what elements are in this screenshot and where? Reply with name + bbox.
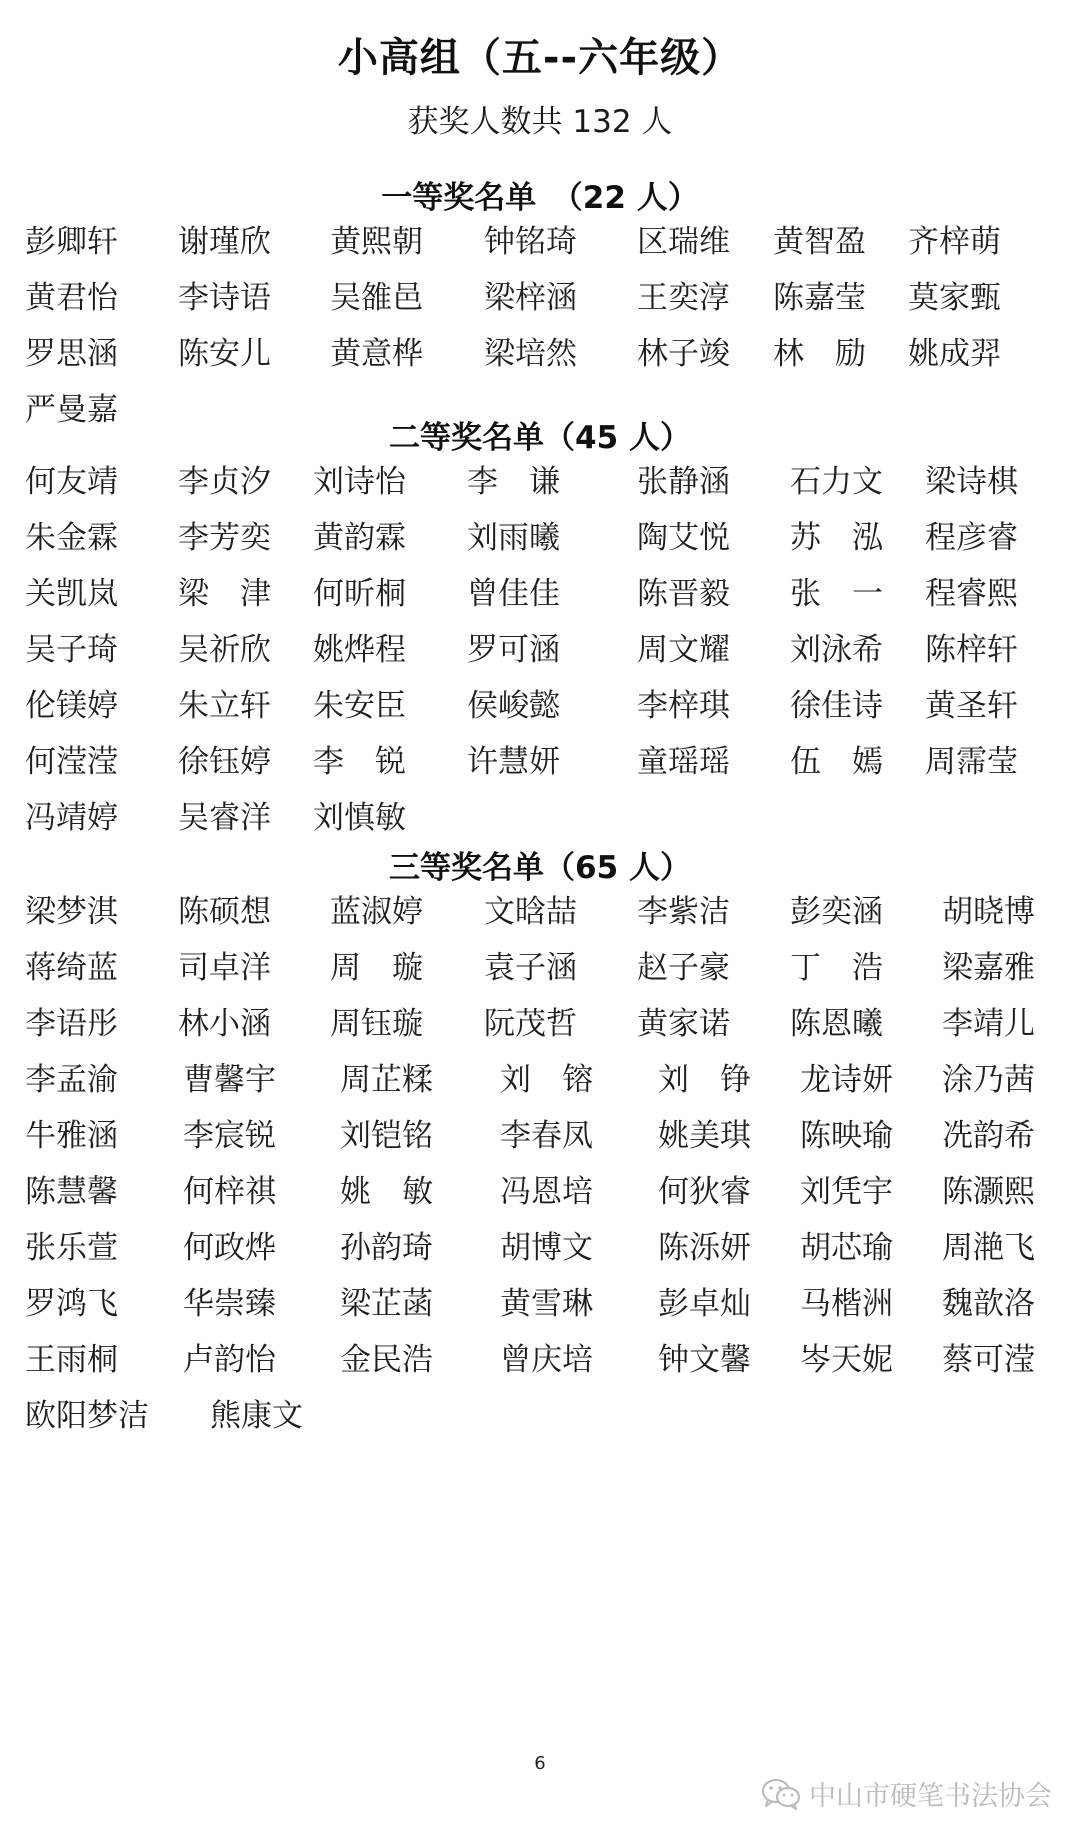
awardee-name: 李孟渝 — [25, 1062, 118, 1098]
name-row — [0, 334, 1080, 384]
awardee-name: 陈嘉莹 — [773, 280, 866, 316]
total-awardees: 获奖人数共 132 人 — [407, 104, 673, 140]
awardee-name: 周 璇 — [330, 950, 423, 986]
awardee-name: 刘凭宇 — [800, 1174, 893, 1210]
awardee-name: 姚成羿 — [908, 336, 1001, 372]
awardee-name: 胡博文 — [500, 1230, 593, 1266]
awardee-name: 孙韵琦 — [340, 1230, 433, 1266]
awardee-name: 徐佳诗 — [790, 688, 883, 724]
awardee-name: 许慧妍 — [467, 744, 560, 780]
name-row — [0, 1004, 1080, 1054]
name-row — [0, 222, 1080, 272]
section-heading: 二等奖名单（45 人） — [389, 420, 691, 456]
awardee-name: 周霈莹 — [925, 744, 1018, 780]
awardee-name: 梁培然 — [484, 336, 577, 372]
awardee-name: 陈梓轩 — [925, 632, 1018, 668]
awardee-name: 朱金霖 — [25, 520, 118, 556]
name-row — [0, 1340, 1080, 1390]
wechat-icon — [761, 1777, 801, 1811]
awardee-name: 周芷糅 — [340, 1062, 433, 1098]
name-row — [0, 1172, 1080, 1222]
awardee-name: 钟铭琦 — [484, 224, 577, 260]
awardee-name: 刘诗怡 — [313, 464, 406, 500]
awardee-name: 金民浩 — [340, 1342, 433, 1378]
awardee-name: 罗可涵 — [467, 632, 560, 668]
awardee-name: 张静涵 — [637, 464, 730, 500]
awardee-name: 童瑶瑶 — [637, 744, 730, 780]
awardee-name: 张乐萱 — [25, 1230, 118, 1266]
awardee-name: 吴雒邑 — [330, 280, 423, 316]
awardee-name: 何狄睿 — [658, 1174, 751, 1210]
awardee-name: 刘铠铭 — [340, 1118, 433, 1154]
awardee-name: 陈映瑜 — [800, 1118, 893, 1154]
awardee-name: 黄圣轩 — [925, 688, 1018, 724]
awardee-name: 熊康文 — [210, 1398, 303, 1434]
awardee-name: 梁梓涵 — [484, 280, 577, 316]
name-row — [0, 742, 1080, 792]
awardee-name: 李贞汐 — [178, 464, 271, 500]
page-title: 小高组（五--六年级） — [337, 35, 743, 81]
awardee-name: 谢瑾欣 — [178, 224, 271, 260]
awardee-name: 周文耀 — [637, 632, 730, 668]
awardee-name: 陈灏熙 — [942, 1174, 1035, 1210]
awardee-name: 冼韵希 — [942, 1118, 1035, 1154]
awardee-name: 魏歆洛 — [942, 1286, 1035, 1322]
awardee-name: 彭奕涵 — [790, 894, 883, 930]
awardee-name: 彭卓灿 — [658, 1286, 751, 1322]
awardee-name: 梁 津 — [178, 576, 271, 612]
name-row — [0, 630, 1080, 680]
awardee-name: 李芳奕 — [178, 520, 271, 556]
awardee-name: 梁诗棋 — [925, 464, 1018, 500]
name-row — [0, 798, 1080, 848]
awardee-name: 刘 镕 — [500, 1062, 593, 1098]
name-row — [0, 518, 1080, 568]
awardee-name: 冯恩培 — [500, 1174, 593, 1210]
awardee-name: 周钰璇 — [330, 1006, 423, 1042]
name-row — [0, 892, 1080, 942]
awardee-name: 文晗喆 — [484, 894, 577, 930]
name-row — [0, 1228, 1080, 1278]
awardee-name: 黄韵霖 — [313, 520, 406, 556]
name-row — [0, 1060, 1080, 1110]
section-heading: 一等奖名单 （22 人） — [381, 180, 699, 216]
awardee-name: 马楷洲 — [800, 1286, 893, 1322]
awardee-name: 丁 浩 — [790, 950, 883, 986]
awardee-name: 吴子琦 — [25, 632, 118, 668]
name-row — [0, 278, 1080, 328]
awardee-name: 罗鸿飞 — [25, 1286, 118, 1322]
awardee-name: 黄熙朝 — [330, 224, 423, 260]
awardee-name: 姚 敏 — [340, 1174, 433, 1210]
awardee-name: 钟文馨 — [658, 1342, 751, 1378]
awardee-name: 何友靖 — [25, 464, 118, 500]
awardee-name: 侯峻懿 — [467, 688, 560, 724]
awardee-name: 张 一 — [790, 576, 883, 612]
awardee-name: 李诗语 — [178, 280, 271, 316]
awardee-name: 程睿熙 — [925, 576, 1018, 612]
awardee-name: 齐梓萌 — [908, 224, 1001, 260]
awardee-name: 陈安儿 — [178, 336, 271, 372]
awardee-name: 关凯岚 — [25, 576, 118, 612]
awardee-name: 林 励 — [773, 336, 866, 372]
awardee-name: 苏 泓 — [790, 520, 883, 556]
awardee-name: 岑天妮 — [800, 1342, 893, 1378]
awardee-name: 朱立轩 — [178, 688, 271, 724]
awardee-name: 卢韵怡 — [183, 1342, 276, 1378]
awardee-name: 彭卿轩 — [25, 224, 118, 260]
awardee-name: 冯靖婷 — [25, 800, 118, 836]
awardee-name: 陈泺妍 — [658, 1230, 751, 1266]
name-row — [0, 574, 1080, 624]
awardee-name: 陶艾悦 — [637, 520, 730, 556]
awardee-name: 梁芷菡 — [340, 1286, 433, 1322]
awardee-name: 石力文 — [790, 464, 883, 500]
awardee-name: 龙诗妍 — [800, 1062, 893, 1098]
awardee-name: 王奕淳 — [637, 280, 730, 316]
awardee-name: 阮茂哲 — [484, 1006, 577, 1042]
awardee-name: 李语彤 — [25, 1006, 118, 1042]
awardee-name: 王雨桐 — [25, 1342, 118, 1378]
awardee-name: 周滟飞 — [942, 1230, 1035, 1266]
awardee-name: 曹馨宇 — [183, 1062, 276, 1098]
awardee-name: 刘泳希 — [790, 632, 883, 668]
awardee-name: 司卓洋 — [178, 950, 271, 986]
awardee-name: 徐钰婷 — [178, 744, 271, 780]
awardee-name: 刘雨曦 — [467, 520, 560, 556]
awardee-name: 黄意桦 — [330, 336, 423, 372]
awardee-name: 何梓祺 — [183, 1174, 276, 1210]
awardee-name: 李宸锐 — [183, 1118, 276, 1154]
awardee-name: 吴睿洋 — [178, 800, 271, 836]
awardee-name: 林子竣 — [637, 336, 730, 372]
awardee-name: 李 谦 — [467, 464, 560, 500]
awardee-name: 欧阳梦洁 — [25, 1398, 149, 1434]
name-row — [0, 948, 1080, 998]
awardee-name: 蒋绮蓝 — [25, 950, 118, 986]
awardee-name: 陈晋毅 — [637, 576, 730, 612]
awardee-name: 何昕桐 — [313, 576, 406, 612]
awardee-name: 李春凤 — [500, 1118, 593, 1154]
awardee-name: 程彦睿 — [925, 520, 1018, 556]
name-row — [0, 1284, 1080, 1334]
name-row — [0, 462, 1080, 512]
awardee-name: 莫家甄 — [908, 280, 1001, 316]
awardee-name: 黄雪琳 — [500, 1286, 593, 1322]
awardee-name: 李 锐 — [313, 744, 406, 780]
awardee-name: 吴祈欣 — [178, 632, 271, 668]
name-row — [0, 1116, 1080, 1166]
awardee-name: 梁嘉雅 — [942, 950, 1035, 986]
awardee-name: 陈硕想 — [178, 894, 271, 930]
awardee-name: 曾佳佳 — [467, 576, 560, 612]
name-row — [0, 1396, 1080, 1446]
awardee-name: 曾庆培 — [500, 1342, 593, 1378]
watermark-text: 中山市硬笔书法协会 — [809, 1781, 1052, 1812]
awardee-name: 严曼嘉 — [25, 392, 118, 428]
watermark — [761, 1774, 1052, 1813]
awardee-name: 涂乃茜 — [942, 1062, 1035, 1098]
awardee-name: 朱安臣 — [313, 688, 406, 724]
awardee-name: 姚美琪 — [658, 1118, 751, 1154]
awardee-name: 陈慧馨 — [25, 1174, 118, 1210]
awardee-name: 何政烨 — [183, 1230, 276, 1266]
awardee-name: 林小涵 — [178, 1006, 271, 1042]
awardee-name: 袁子涵 — [484, 950, 577, 986]
awardee-name: 蔡可滢 — [942, 1342, 1035, 1378]
awardee-name: 伍 嫣 — [790, 744, 883, 780]
awardee-name: 罗思涵 — [25, 336, 118, 372]
awardee-name: 刘慎敏 — [313, 800, 406, 836]
name-row — [0, 686, 1080, 736]
awardee-name: 陈恩曦 — [790, 1006, 883, 1042]
awardee-name: 蓝淑婷 — [330, 894, 423, 930]
awardee-name: 梁梦淇 — [25, 894, 118, 930]
awardee-name: 牛雅涵 — [25, 1118, 118, 1154]
page-number: 6 — [534, 1753, 546, 1774]
awardee-name: 黄君怡 — [25, 280, 118, 316]
section-heading: 三等奖名单（65 人） — [389, 850, 691, 886]
awardee-name: 黄家诺 — [637, 1006, 730, 1042]
awardee-name: 李紫洁 — [637, 894, 730, 930]
awardee-name: 华崇臻 — [183, 1286, 276, 1322]
awardee-name: 胡晓博 — [942, 894, 1035, 930]
awardee-name: 胡芯瑜 — [800, 1230, 893, 1266]
awardee-name: 区瑞维 — [637, 224, 730, 260]
awardee-name: 伦镁婷 — [25, 688, 118, 724]
awardee-name: 黄智盈 — [773, 224, 866, 260]
awardee-name: 赵子豪 — [637, 950, 730, 986]
awardee-name: 姚烨程 — [313, 632, 406, 668]
awardee-name: 李靖儿 — [942, 1006, 1035, 1042]
awardee-name: 李梓琪 — [637, 688, 730, 724]
awardee-name: 刘 铮 — [658, 1062, 751, 1098]
awardee-name: 何滢滢 — [25, 744, 118, 780]
